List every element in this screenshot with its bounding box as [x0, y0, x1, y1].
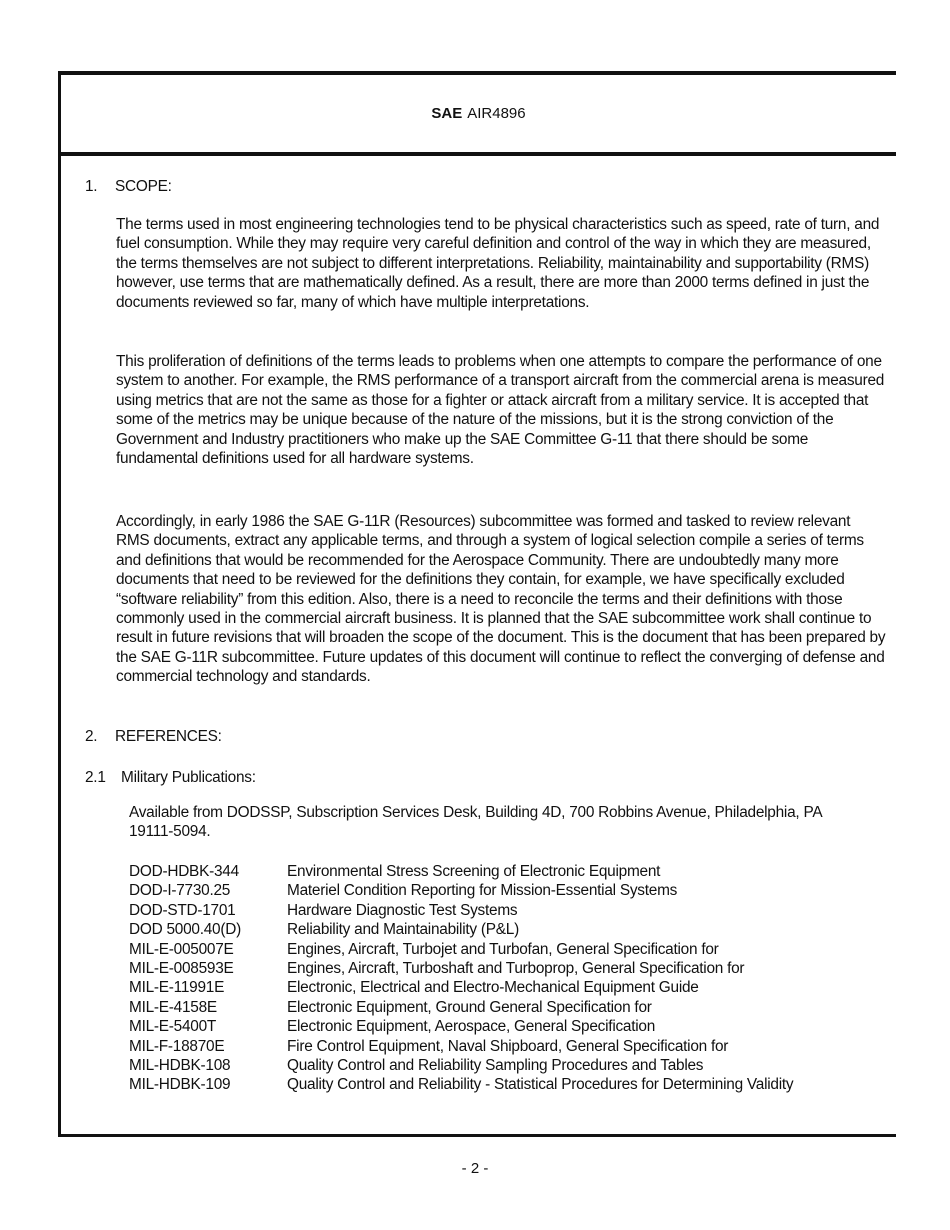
reference-list [129, 862, 869, 1095]
reference-row [129, 940, 869, 959]
scope-paragraph-3: Accordingly, in early 1986 the SAE G-11R (Resources) subcommittee was formed and tasked to review relevant RMS documents, extract any applicable terms, and through a system of logical selection compile a series of terms and definitions that would be recommended for the Aerospace Community. There are undoubtedly many more documents that need to be reviewed for the definitions they contain, for example, we have specifically excluded “software reliability” from this edition. Also, there is a need to reconcile the terms and their definitions with those commonly used in the commercial aircraft business. It is planned that the SAE subcommittee work shall continue to result in future revisions that will broaden the scope of the document. This is the document that has been prepared by the SAE G-11R subcommittee. Future updates of this document will continue to reflect the converging of defense and commercial technology and standards. [116, 513, 886, 686]
scope-paragraph-1: The terms used in most engineering technologies tend to be physical characteristics such as speed, rate of turn, and fuel consumption. While they may require very careful definition and control of the way in which they are measured, the terms themselves are not subject to different interpretations. Reliability, maintainability and supportability (RMS) however, use terms that are mathematically defined. As a result, there are more than 2000 terms defined in just the documents reviewed so far, many of which have multiple interpretations. [116, 216, 880, 311]
reference-row [129, 1037, 869, 1056]
reference-title: Engines, Aircraft, Turboshaft and Turboprop, General Specification for [287, 960, 745, 978]
reference-row [129, 959, 869, 978]
section-title: SCOPE: [115, 178, 172, 195]
reference-code: MIL-E-008593E [129, 960, 234, 978]
reference-row [129, 1017, 869, 1036]
reference-code: DOD-STD-1701 [129, 901, 236, 919]
document-header [61, 75, 896, 156]
reference-code: MIL-E-5400T [129, 1018, 217, 1036]
reference-title: Engines, Aircraft, Turbojet and Turbofan, General Specification for [287, 940, 719, 958]
section-scope-heading [85, 177, 172, 196]
reference-title: Quality Control and Reliability - Statistical Procedures for Determining Validity [287, 1076, 794, 1094]
reference-title: Reliability and Maintainability (P&L) [287, 921, 519, 939]
reference-code: MIL-E-11991E [129, 979, 225, 997]
reference-row [129, 862, 869, 881]
reference-code: DOD-I-7730.25 [129, 882, 231, 900]
reference-title: Materiel Condition Reporting for Mission-Essential Systems [287, 882, 678, 900]
section-number: 1. [85, 178, 98, 195]
section-number: 2. [85, 728, 98, 745]
reference-title: Electronic Equipment, Ground General Specification for [287, 998, 652, 1016]
reference-code: MIL-E-005007E [129, 940, 234, 958]
section-title: REFERENCES: [115, 728, 222, 745]
section-title: Military Publications: [121, 769, 256, 786]
reference-row [129, 901, 869, 920]
page-frame [58, 71, 896, 1137]
reference-code: DOD 5000.40(D) [129, 921, 241, 939]
reference-title: Hardware Diagnostic Test Systems [287, 901, 518, 919]
reference-code: MIL-HDBK-109 [129, 1076, 231, 1094]
scope-paragraph-2: This proliferation of definitions of the terms leads to problems when one attempts to compare the performance of one system to another. For example, the RMS performance of a transport aircraft from the commercial arena is measured using metrics that are not the same as those for a fighter or attack aircraft from a military service. It is accepted that some of the metrics may be unique because of the nature of the missions, but it is the strong conviction of the Government and Industry practitioners who make up the SAE Committee G-11 that there should be some fundamental definitions used for all hardware systems. [116, 353, 885, 468]
reference-row [129, 1075, 869, 1094]
reference-code: DOD-HDBK-344 [129, 863, 239, 880]
reference-code: MIL-E-4158E [129, 998, 217, 1016]
availability-note: Available from DODSSP, Subscription Services Desk, Building 4D, 700 Robbins Avenue, Philadelphia, PA 19111-5094. [129, 804, 822, 841]
reference-code: MIL-HDBK-108 [129, 1057, 231, 1075]
section-number: 2.1 [85, 769, 106, 786]
reference-title: Fire Control Equipment, Naval Shipboard, General Specification for [287, 1037, 729, 1055]
page-number: - 2 - [461, 1160, 489, 1177]
reference-row [129, 881, 869, 900]
header-doc-id: AIR4896 [467, 105, 526, 122]
section-military-heading [85, 768, 256, 787]
reference-row [129, 920, 869, 939]
reference-code: MIL-F-18870E [129, 1037, 225, 1055]
header-org: SAE [431, 105, 463, 122]
section-references-heading [85, 727, 222, 746]
reference-title: Quality Control and Reliability Sampling Procedures and Tables [287, 1057, 704, 1075]
reference-title: Electronic, Electrical and Electro-Mechanical Equipment Guide [287, 979, 699, 997]
reference-row [129, 978, 869, 997]
reference-row [129, 998, 869, 1017]
reference-title: Environmental Stress Screening of Electronic Equipment [287, 863, 661, 880]
reference-row [129, 1056, 869, 1075]
reference-title: Electronic Equipment, Aerospace, General Specification [287, 1018, 656, 1036]
